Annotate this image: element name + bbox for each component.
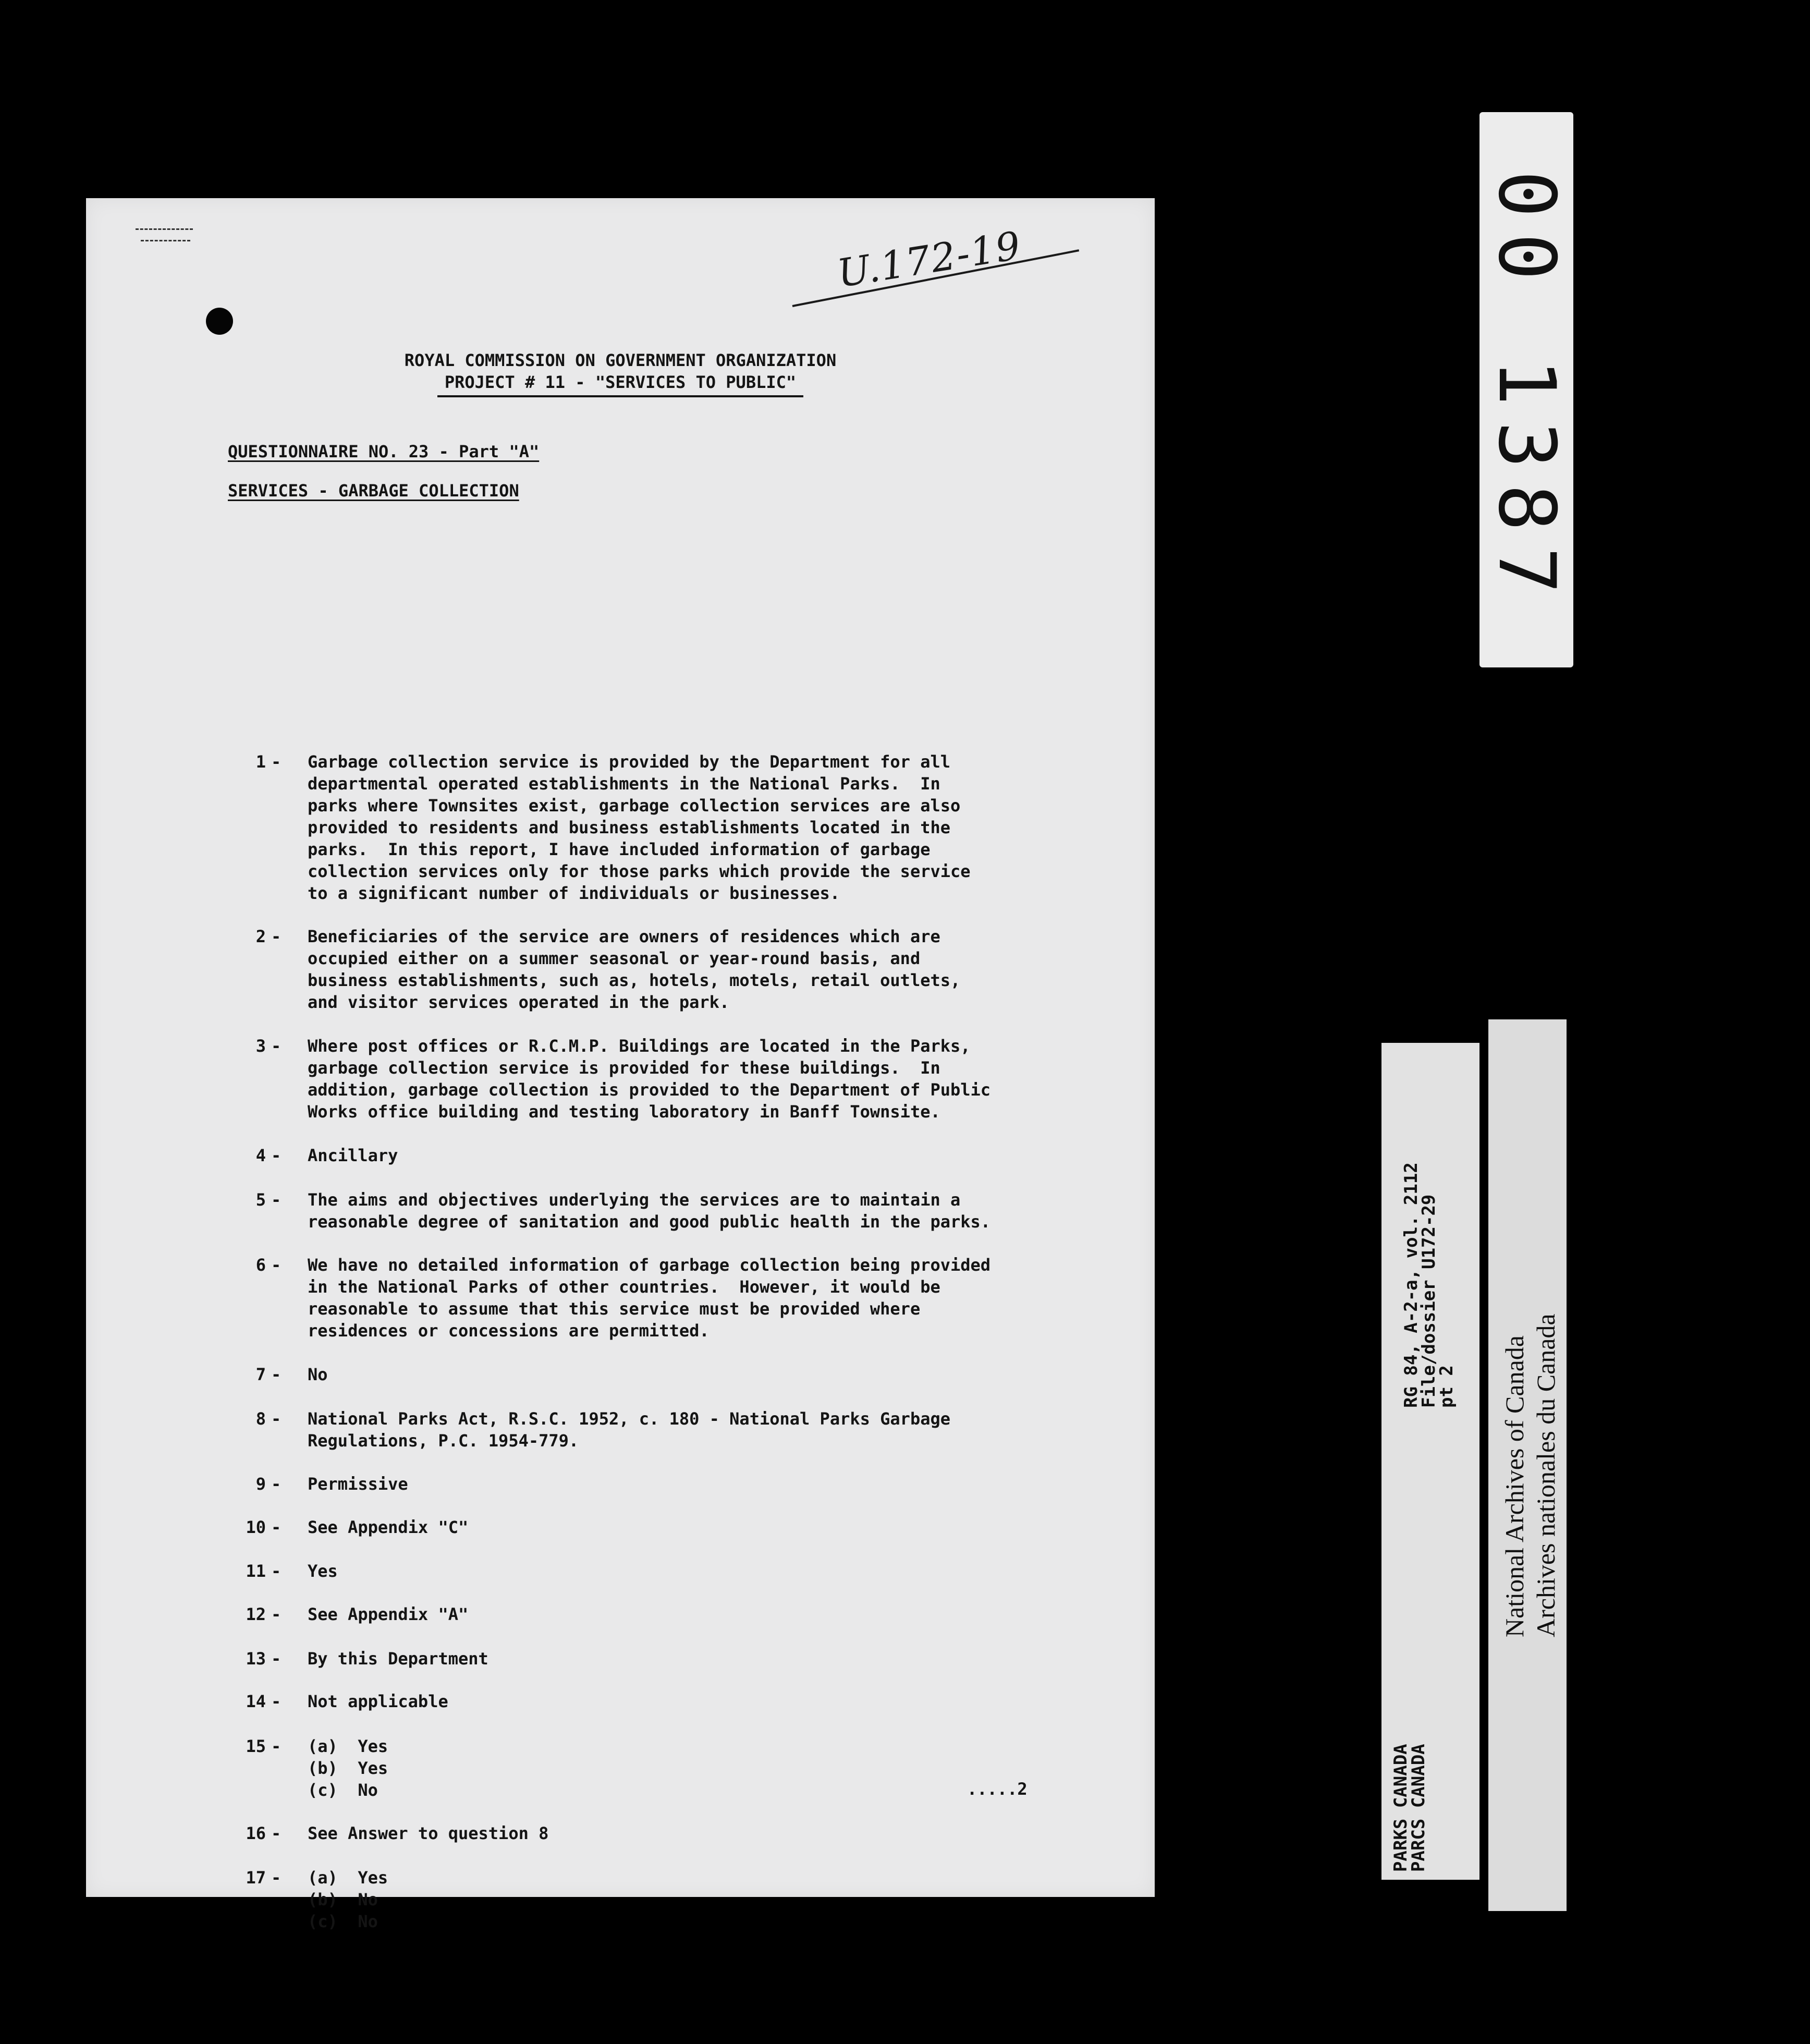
answer-line: See Appendix "C" bbox=[308, 1517, 469, 1537]
answer-line: National Parks Act, R.S.C. 1952, c. 180 - National Parks Garbage bbox=[308, 1409, 950, 1429]
answer-line: provided to residents and business establishments located in the bbox=[308, 818, 950, 837]
answer-number: 9 bbox=[255, 1474, 266, 1494]
answer-dash: - bbox=[271, 1474, 282, 1494]
archive-label-reference bbox=[1381, 1043, 1479, 1880]
answer-line: Garbage collection service is provided by the Department for all bbox=[308, 752, 950, 772]
corner-marks bbox=[136, 224, 193, 245]
answer-number: 5 bbox=[255, 1190, 266, 1210]
answer-line: Ancillary bbox=[308, 1146, 398, 1165]
answer-number: 10 bbox=[246, 1517, 266, 1537]
document-page bbox=[86, 198, 1155, 1931]
answer-line: (a) Yes bbox=[308, 1736, 388, 1756]
answer-number: 6 bbox=[255, 1255, 266, 1275]
answer-text bbox=[308, 1867, 1121, 1932]
answer-text bbox=[308, 751, 1121, 904]
answer-number: 16 bbox=[246, 1823, 266, 1843]
answer-dash: - bbox=[271, 1868, 282, 1888]
page-continuation: .....2 bbox=[967, 1779, 1028, 1799]
answer-line: (c) No bbox=[308, 1912, 378, 1931]
answer-line: occupied either on a summer seasonal or year-round basis, and bbox=[308, 948, 921, 968]
answer-number: 11 bbox=[246, 1561, 266, 1581]
answer-text bbox=[308, 1690, 1121, 1712]
answer-line: parks where Townsites exist, garbage collection services are also bbox=[308, 796, 961, 816]
institution-fr: Archives nationales du Canada bbox=[1531, 1313, 1560, 1637]
answer-text bbox=[308, 1145, 1121, 1166]
agency-line-2: PARCS CANADA bbox=[1408, 1744, 1429, 1872]
answer-line: Beneficiaries of the service are owners of residences which are bbox=[308, 927, 940, 946]
answer-text bbox=[308, 1822, 1121, 1844]
answer-text bbox=[308, 1189, 1121, 1233]
answer-number: 3 bbox=[255, 1036, 266, 1056]
institution-en: National Archives of Canada bbox=[1500, 1335, 1529, 1637]
answer-number: 7 bbox=[255, 1365, 266, 1384]
answer-line: addition, garbage collection is provided to the Department of Public bbox=[308, 1080, 991, 1100]
answer-line: (b) No bbox=[308, 1890, 378, 1909]
answer-number: 12 bbox=[246, 1604, 266, 1624]
agency-line-1: PARKS CANADA bbox=[1390, 1744, 1411, 1872]
agency-block bbox=[1392, 1744, 1427, 1872]
institution-block bbox=[1499, 1313, 1561, 1637]
answer-line: reasonable to assume that this service must be provided where bbox=[308, 1299, 921, 1319]
answer-line: parks. In this report, I have included information of garbage bbox=[308, 840, 931, 859]
answer-number: 1 bbox=[255, 752, 266, 772]
answer-line: and visitor services operated in the park. bbox=[308, 992, 730, 1012]
answer-line: reasonable degree of sanitation and good public health in the parks. bbox=[308, 1212, 991, 1232]
answer-line: in the National Parks of other countries. However, it would be bbox=[308, 1277, 940, 1297]
answer-text bbox=[308, 1473, 1121, 1495]
answer-line: to a significant number of individuals or businesses. bbox=[308, 883, 840, 903]
answer-text bbox=[308, 1254, 1121, 1342]
answer-number: 13 bbox=[246, 1649, 266, 1669]
heading-line-1: ROYAL COMMISSION ON GOVERNMENT ORGANIZATION bbox=[404, 350, 837, 370]
answer-line: No bbox=[308, 1365, 328, 1384]
answer-line: business establishments, such as, hotels, motels, retail outlets, bbox=[308, 970, 961, 990]
answer-line: collection services only for those parks which provide the service bbox=[308, 861, 971, 881]
answer-line: Where post offices or R.C.M.P. Buildings are located in the Parks, bbox=[308, 1036, 971, 1056]
answer-dash: - bbox=[271, 1823, 282, 1843]
answer-number: 15 bbox=[246, 1736, 266, 1756]
answer-text bbox=[308, 926, 1121, 1013]
answer-line: Yes bbox=[308, 1561, 338, 1581]
punch-hole bbox=[206, 308, 233, 335]
heading-line-2: PROJECT # 11 - "SERVICES TO PUBLIC" bbox=[86, 371, 1155, 397]
answer-line: By this Department bbox=[308, 1649, 488, 1669]
answer-dash: - bbox=[271, 1409, 282, 1429]
answer-dash: - bbox=[271, 1736, 282, 1756]
answer-dash: - bbox=[271, 752, 282, 772]
frame-number: 00 1387 bbox=[1481, 170, 1572, 610]
answer-line: The aims and objectives underlying the services are to maintain a bbox=[308, 1190, 961, 1210]
answer-line: Regulations, P.C. 1954-779. bbox=[308, 1431, 579, 1451]
answer-number: 2 bbox=[255, 927, 266, 946]
answer-dash: - bbox=[271, 1649, 282, 1669]
answer-text bbox=[308, 1603, 1121, 1625]
answer-line: Not applicable bbox=[308, 1692, 448, 1711]
answer-dash: - bbox=[271, 1604, 282, 1624]
reference-line-1: RG 84, A-2-a, vol. 2112 bbox=[1401, 1162, 1422, 1408]
answer-line: departmental operated establishments in the National Parks. In bbox=[308, 774, 940, 794]
answer-line: We have no detailed information of garbage collection being provided bbox=[308, 1255, 991, 1275]
archive-label-institution bbox=[1488, 1019, 1567, 1911]
answer-line: residences or concessions are permitted. bbox=[308, 1321, 710, 1341]
answer-line: See Appendix "A" bbox=[308, 1604, 469, 1624]
answer-number: 14 bbox=[246, 1692, 266, 1711]
answer-number: 4 bbox=[255, 1146, 266, 1165]
answer-dash: - bbox=[271, 1190, 282, 1210]
answer-text bbox=[308, 1516, 1121, 1538]
reference-line-3: pt 2 bbox=[1436, 1365, 1457, 1408]
answer-dash: - bbox=[271, 1692, 282, 1711]
answer-dash: - bbox=[271, 1517, 282, 1537]
handwritten-reference: U.172-19 bbox=[834, 223, 1025, 297]
answer-text bbox=[308, 1408, 1121, 1452]
answer-line: Works office building and testing laboratory in Banff Townsite. bbox=[308, 1102, 940, 1122]
answer-line: garbage collection service is provided for these buildings. In bbox=[308, 1058, 940, 1078]
answer-dash: - bbox=[271, 1365, 282, 1384]
frame-number-tab bbox=[1479, 112, 1573, 667]
answer-text bbox=[308, 1364, 1121, 1385]
answer-dash: - bbox=[271, 927, 282, 946]
answer-line: See Answer to question 8 bbox=[308, 1823, 549, 1843]
answer-number: 17 bbox=[246, 1868, 266, 1888]
answer-text bbox=[308, 1035, 1121, 1123]
answer-dash: - bbox=[271, 1146, 282, 1165]
answer-text bbox=[308, 1648, 1121, 1670]
questionnaire-title: QUESTIONNAIRE NO. 23 - Part "A" bbox=[228, 442, 540, 461]
section-title: SERVICES - GARBAGE COLLECTION bbox=[228, 481, 519, 501]
answer-dash: - bbox=[271, 1036, 282, 1056]
answer-line: (b) Yes bbox=[308, 1758, 388, 1778]
answer-line: (c) No bbox=[308, 1780, 378, 1800]
answer-line: (a) Yes bbox=[308, 1868, 388, 1888]
answer-number: 8 bbox=[255, 1409, 266, 1429]
answer-dash: - bbox=[271, 1255, 282, 1275]
answer-line: Permissive bbox=[308, 1474, 408, 1494]
reference-block bbox=[1402, 1162, 1456, 1408]
answer-text bbox=[308, 1560, 1121, 1582]
answer-dash: - bbox=[271, 1561, 282, 1581]
reference-line-2: File/dossier U172-29 bbox=[1418, 1194, 1439, 1408]
